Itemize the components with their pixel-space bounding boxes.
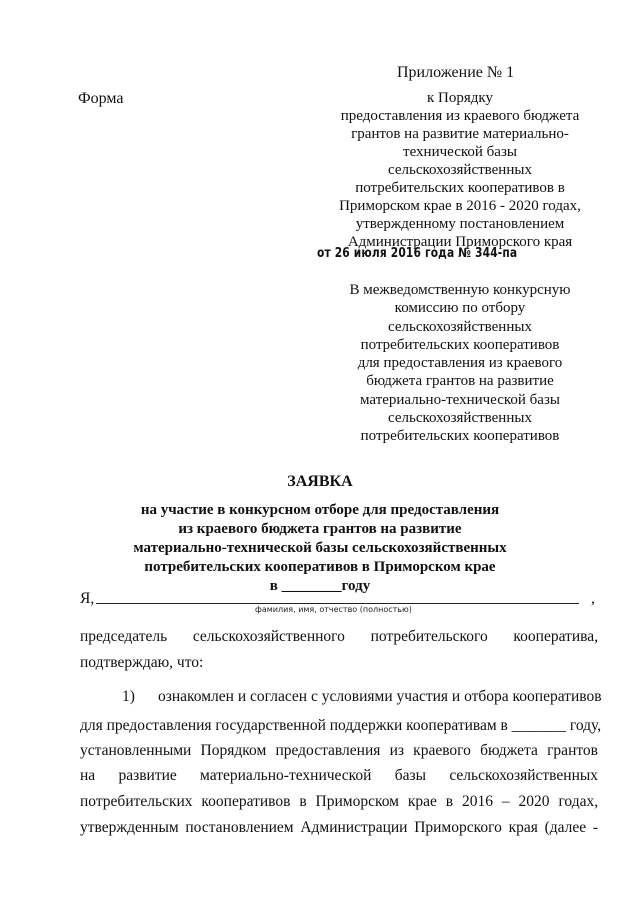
- body-word: кооператива,: [513, 628, 598, 645]
- body-line: [80, 793, 598, 811]
- addressee-line: комиссию по отбору: [394, 300, 526, 317]
- reference-block: [336, 89, 584, 251]
- body-word: базы: [394, 767, 427, 784]
- reference-line: к Порядку: [427, 90, 493, 106]
- body-line: [80, 742, 598, 760]
- body-line: [80, 717, 602, 735]
- subtitle-line: в ________году: [269, 578, 371, 594]
- body-word: крае: [407, 793, 437, 810]
- body-word: 2020: [518, 793, 550, 810]
- appendix-label: Приложение № 1: [397, 64, 515, 81]
- body-word: утвержденным: [80, 819, 179, 836]
- applicant-prefix: Я,: [80, 590, 95, 607]
- reference-line: потребительских кооперативов в: [355, 180, 565, 196]
- decree-stamp: от 26 июля 2016 года № 344-па: [317, 246, 518, 261]
- body-word: грантов: [547, 742, 598, 759]
- body-word: кооперативов: [201, 793, 291, 810]
- body-word: в: [299, 793, 307, 810]
- subtitle-line: потребительских кооперативов в Приморском крае: [144, 559, 496, 575]
- body-word: развитие: [118, 767, 177, 784]
- body-word: из: [389, 742, 404, 759]
- body-word: председатель: [80, 628, 168, 645]
- body-word: годах,: [558, 793, 599, 810]
- body-word: краевого: [413, 742, 471, 759]
- addressee-line: В межведомственную конкурсную: [349, 282, 571, 298]
- addressee-line: сельскохозяйственных: [388, 410, 532, 427]
- reference-line: Администрации Приморского края: [347, 234, 573, 250]
- body-line: [80, 628, 598, 646]
- body-word: сельскохозяйственного: [192, 628, 345, 645]
- body-word: потребительского: [370, 628, 488, 645]
- applicant-suffix: ,: [591, 590, 595, 607]
- reference-line: предоставления из краевого бюджета: [340, 108, 580, 124]
- body-word: Приморского: [414, 819, 502, 836]
- form-label: Форма: [78, 90, 124, 107]
- addressee-line: материально-технической базы: [360, 391, 560, 408]
- body-word: -: [592, 819, 599, 836]
- item-text: ознакомлен и согласен с условиями участия и отбора кооперативов: [158, 688, 602, 705]
- body-word: в: [445, 793, 454, 810]
- addressee-line: сельскохозяйственных: [388, 318, 532, 335]
- body-word: на: [80, 767, 96, 784]
- body-word: для предоставления государственной поддержки кооперативам в _______ году,: [80, 717, 602, 734]
- body-word: потребительских: [80, 793, 193, 810]
- subtitle-line: материально-технической базы сельскохозяйственных: [133, 540, 507, 556]
- addressee-line: бюджета грантов на развитие: [366, 373, 554, 390]
- body-line: [80, 767, 598, 785]
- body-line: подтверждаю, что:: [80, 654, 204, 671]
- body-word: Приморском: [315, 793, 399, 810]
- document-title: ЗАЯВКА: [287, 473, 353, 490]
- body-word: установленными: [80, 742, 192, 759]
- subtitle-line: на участие в конкурсном отборе для предоставления: [140, 502, 500, 518]
- addressee-block: [336, 281, 584, 446]
- body-word: постановлением: [185, 819, 294, 836]
- body-word: Порядком: [200, 742, 267, 759]
- body-line: [80, 819, 598, 837]
- document-subtitle: [120, 501, 520, 596]
- body-word: материально-технической: [200, 767, 372, 784]
- reference-line: утвержденному постановлением: [355, 216, 565, 232]
- body-word: –: [501, 793, 510, 810]
- reference-line: грантов на развитие материально-: [351, 126, 569, 142]
- addressee-line: потребительских кооперативов: [360, 428, 560, 445]
- body-word: Администрации: [300, 819, 408, 836]
- addressee-line: потребительских кооперативов: [360, 336, 560, 353]
- reference-line: Приморском крае в 2016 - 2020 годах,: [339, 198, 581, 214]
- applicant-name-field[interactable]: [96, 603, 579, 604]
- body-word: 2016: [462, 793, 494, 810]
- item-number: 1): [122, 688, 135, 705]
- body-word: сельскохозяйственных: [449, 767, 599, 784]
- subtitle-line: из краевого бюджета грантов на развитие: [178, 521, 462, 537]
- reference-line: технической базы: [403, 144, 517, 160]
- reference-line: сельскохозяйственных: [388, 162, 532, 178]
- body-word: бюджета: [480, 742, 538, 759]
- addressee-line: для предоставления из краевого: [357, 355, 563, 372]
- body-word: предоставления: [275, 742, 381, 759]
- applicant-hint: фамилия, имя, отчество (полностью): [255, 605, 412, 614]
- body-word: края: [508, 819, 538, 836]
- body-word: (далее: [544, 819, 587, 836]
